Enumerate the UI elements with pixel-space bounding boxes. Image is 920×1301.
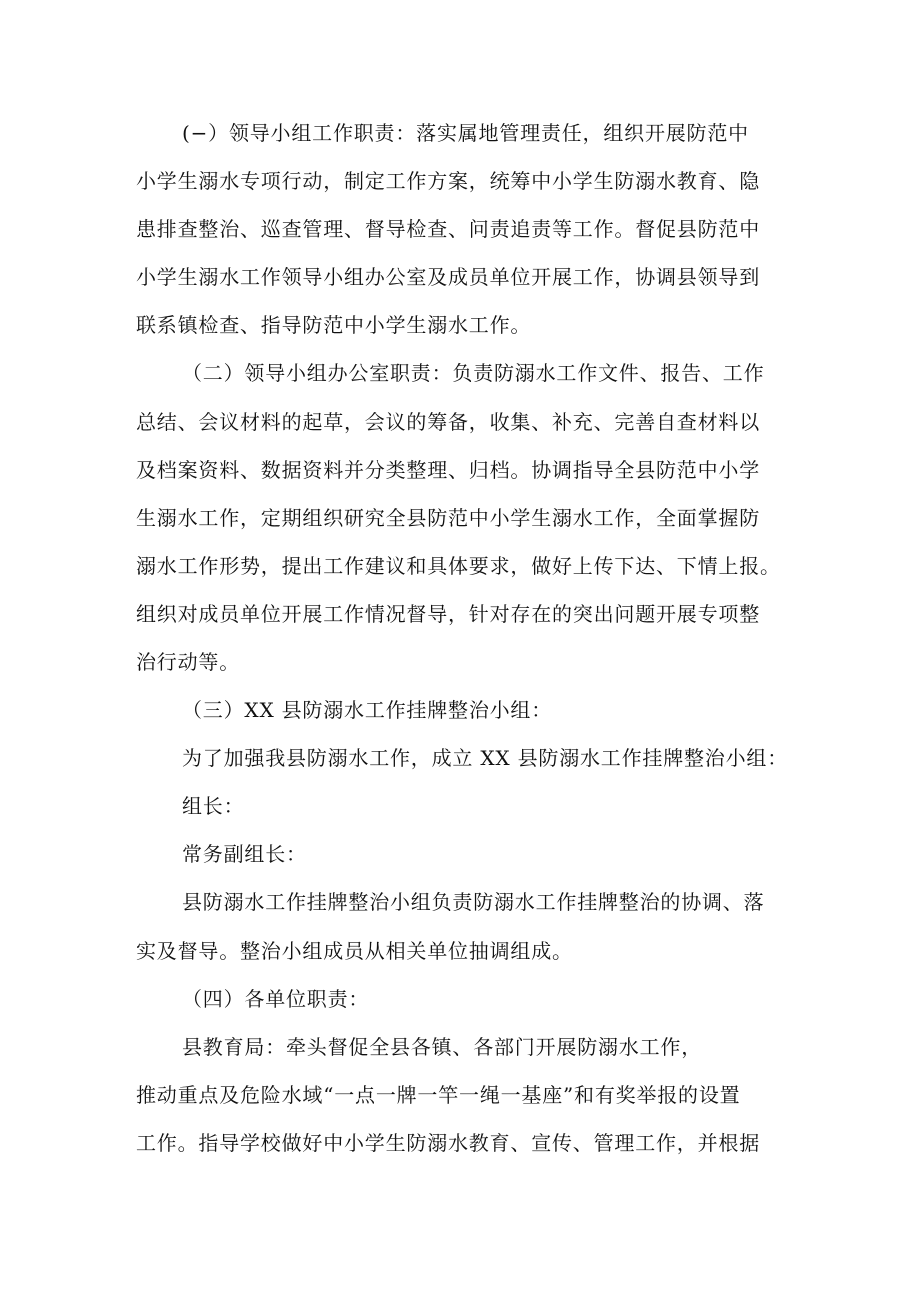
group-intro-text: 为了加强我县防溺水工作，成立 XX 县防溺水工作挂牌整治小组： — [182, 746, 788, 770]
paragraph-1-line-2: 小学生溺水专项行动，制定工作方案，统筹中小学生防溺水教育、隐 — [136, 169, 760, 193]
paragraph-1-line-3: 患排查整治、巡查管理、督导检查、问责追责等工作。督促县防范中 — [136, 217, 760, 241]
paragraph-4-line-1: 县教育局：牵头督促全县各镇、各部门开展防溺水工作， — [182, 1035, 702, 1059]
paragraph-2-line-3: 及档案资料、数据资料并分类整理、归档。协调指导全县防范中小学 — [136, 458, 760, 482]
deputy-leader-label: 常务副组长： — [182, 842, 307, 866]
paragraph-2-line-4: 生溺水工作，定期组织研究全县防范中小学生溺水工作，全面掌握防 — [136, 506, 760, 530]
section-3-heading: （三）XX 县防溺水工作挂牌整治小组： — [182, 698, 553, 722]
paragraph-2-line-1: （二）领导小组办公室职责：负责防溺水工作文件、报告、工作 — [182, 361, 765, 385]
leader-label: 组长： — [182, 794, 245, 818]
paragraph-1-line-1: (−）领导小组工作职责：落实属地管理责任，组织开展防范中 — [182, 121, 749, 145]
paragraph-3-line-2: 实及督导。整治小组成员从相关单位抽调组成。 — [136, 939, 573, 963]
paragraph-2-line-6: 组织对成员单位开展工作情况督导，针对存在的突出问题开展专项整 — [136, 602, 760, 626]
paragraph-1-line-4: 小学生溺水工作领导小组办公室及成员单位开展工作，协调县领导到 — [136, 265, 760, 289]
paragraph-2-line-5: 溺水工作形势，提出工作建议和具体要求，做好上传下达、下情上报。 — [136, 554, 781, 578]
section-4-heading: （四）各单位职责： — [182, 987, 370, 1011]
paragraph-1-line-5: 联系镇检查、指导防范中小学生溺水工作。 — [136, 313, 532, 337]
paragraph-4-line-3: 工作。指导学校做好中小学生防溺水教育、宣传、管理工作，并根据 — [136, 1131, 760, 1155]
paragraph-4-line-2: 推动重点及危险水域“一点一牌一竿一绳一基座”和有奖举报的设置 — [136, 1083, 741, 1107]
paragraph-2-line-7: 治行动等。 — [136, 650, 240, 674]
paragraph-3-line-1: 县防溺水工作挂牌整治小组负责防溺水工作挂牌整治的协调、落 — [182, 890, 765, 914]
paragraph-2-line-2: 总结、会议材料的起草，会议的筹备，收集、补充、完善自查材料以 — [136, 410, 760, 434]
